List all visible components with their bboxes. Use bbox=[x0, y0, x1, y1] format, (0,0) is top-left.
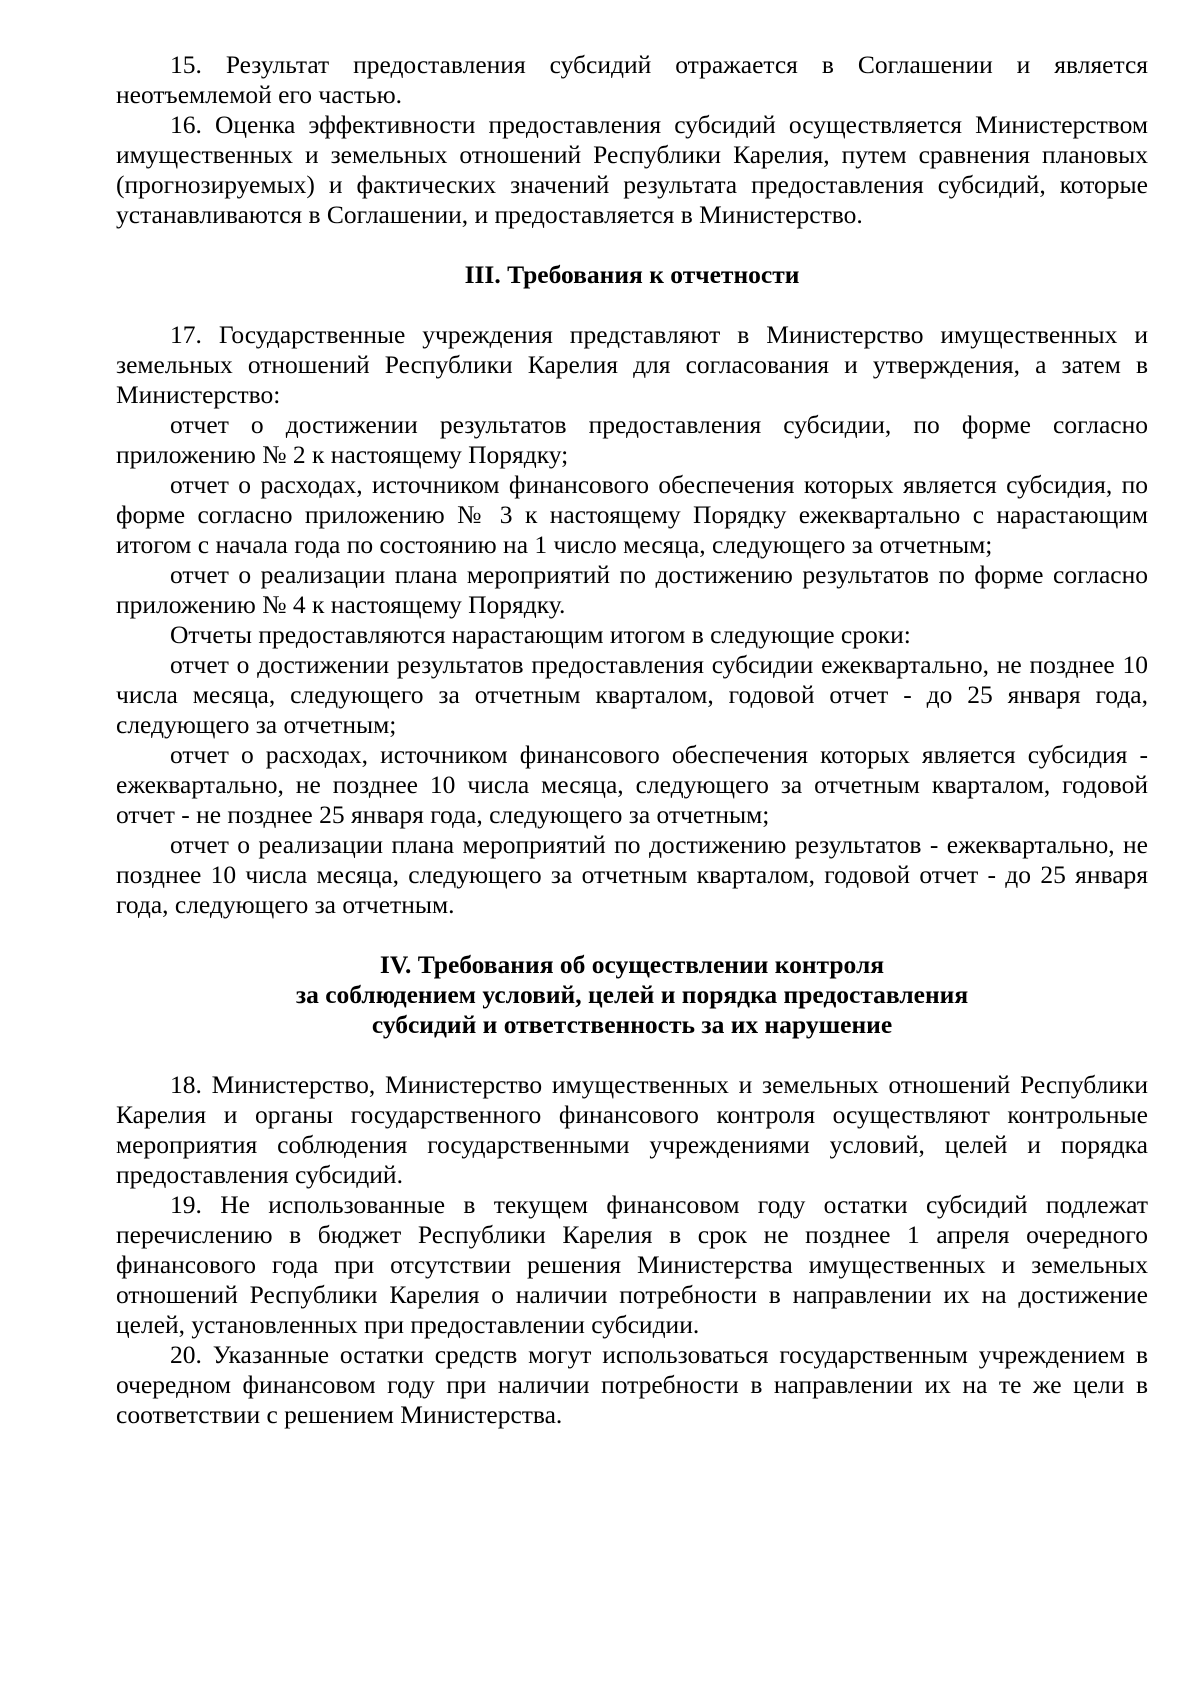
section-iv-heading-block bbox=[116, 950, 1148, 1040]
paragraph-18: 18. Министерство, Министерство имущественных и земельных отношений Республики Карелия и органы государственного финансового контроля осуществляют контрольные мероприятия соблюдения государственными учреждениями условий, целей и порядка предоставления субсидий. bbox=[116, 1070, 1148, 1189]
section-iv-title-line-2: за соблюдением условий, целей и порядка предоставления bbox=[295, 980, 969, 1009]
deadline-item-1: отчет о достижении результатов предоставления субсидии ежеквартально, не позднее 10 числа месяца, следующего за отчетным кварталом, годовой отчет - до 25 января года, следующего за отчетным; bbox=[116, 650, 1148, 739]
paragraph-20: 20. Указанные остатки средств могут использоваться государственным учреждением в очередном финансовом году при наличии потребности в направлении их на те же цели в соответствии с решением Министерства. bbox=[116, 1340, 1148, 1429]
report-item-3: отчет о реализации плана мероприятий по достижению результатов по форме согласно приложению № 4 к настоящему Порядку. bbox=[116, 560, 1148, 619]
deadlines-intro: Отчеты предоставляются нарастающим итогом в следующие сроки: bbox=[170, 620, 911, 649]
section-iii-title: III. Требования к отчетности bbox=[464, 260, 800, 289]
report-item-2: отчет о расходах, источником финансового обеспечения которых является субсидия, по форме согласно приложению № 3 к настоящему Порядку ежеквартально с нарастающим итогом с начала года по состоянию на 1 число месяца, следующего за отчетным; bbox=[116, 470, 1148, 559]
paragraph-16: 16. Оценка эффективности предоставления субсидий осуществляется Министерством имущественных и земельных отношений Республики Карелия, путем сравнения плановых (прогнозируемых) и фактических значений результата предоставления субсидий, которые устанавливаются в Соглашении, и предоставляется в Министерство. bbox=[116, 110, 1148, 229]
deadline-item-2: отчет о расходах, источником финансового обеспечения которых является субсидия - ежеквартально, не позднее 10 числа месяца, следующего за отчетным кварталом, годовой отчет - не позднее 25 января года, следующего за отчетным; bbox=[116, 740, 1148, 829]
document-page bbox=[116, 50, 1148, 1430]
paragraph-15: 15. Результат предоставления субсидий отражается в Соглашении и является неотъемлемой его частью. bbox=[116, 50, 1148, 109]
report-item-1: отчет о достижении результатов предоставления субсидии, по форме согласно приложению № 2 к настоящему Порядку; bbox=[116, 410, 1148, 469]
section-iv-title-line-1: IV. Требования об осуществлении контроля bbox=[379, 950, 885, 979]
paragraph-17: 17. Государственные учреждения представляют в Министерство имущественных и земельных отношений Республики Карелия для согласования и утверждения, а затем в Министерство: bbox=[116, 320, 1148, 409]
section-iv-title-line-3: субсидий и ответственность за их нарушение bbox=[371, 1010, 893, 1039]
section-iv-title bbox=[116, 950, 1148, 1040]
paragraph-19: 19. Не использованные в текущем финансовом году остатки субсидий подлежат перечислению в бюджет Республики Карелия в срок не позднее 1 апреля очередного финансового года при отсутствии решения Министерства имущественных и земельных отношений Республики Карелия о наличии потребности в направлении их на достижение целей, установленных при предоставлении субсидии. bbox=[116, 1190, 1148, 1339]
section-iii-heading-block bbox=[116, 260, 1148, 290]
deadline-item-3: отчет о реализации плана мероприятий по достижению результатов - ежеквартально, не позднее 10 числа месяца, следующего за отчетным кварталом, годовой отчет - до 25 января года, следующего за отчетным. bbox=[116, 830, 1148, 919]
